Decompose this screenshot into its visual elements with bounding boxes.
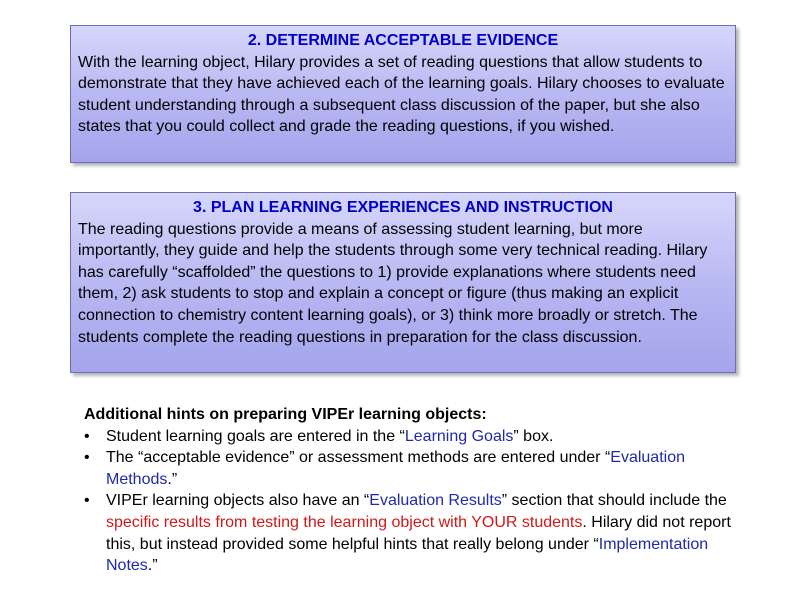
hint-item-evaluation-results [84, 490, 744, 576]
acceptable-evidence-title: 2. DETERMINE ACCEPTABLE EVIDENCE [247, 32, 559, 49]
additional-hints [84, 404, 744, 577]
hint-text: The “acceptable evidence” or assessment methods are entered under “ [106, 449, 611, 467]
hint-text: .” [167, 470, 178, 488]
hint-text: Student learning goals are entered in the “ [106, 427, 405, 445]
evaluation-results-term: Evaluation Results [369, 492, 502, 510]
hint-text: ” section that should include the [501, 492, 727, 510]
bullet-icon: • [84, 492, 90, 510]
bullet-icon: • [84, 449, 90, 467]
hint-text: VIPEr learning objects also have an “ [106, 492, 370, 510]
acceptable-evidence-text: With the learning object, Hilary provides a set of reading questions that allow students to demonstrate that they have achieved each of the learning goals. Hilary chooses to evaluate student understanding through a subsequent class discussion of the paper, but she also states that you could collect and grade the reading questions, if you wished. [78, 53, 725, 136]
hint-item-evaluation-methods [84, 447, 744, 490]
learning-goals-term: Learning Goals [404, 427, 514, 445]
hint-text: .” [147, 557, 158, 575]
bullet-icon: • [84, 427, 90, 445]
learning-experiences-box [70, 192, 736, 373]
learning-experiences-title: 3. PLAN LEARNING EXPERIENCES AND INSTRUCTION [193, 199, 613, 216]
evaluation-methods-term: Evaluation Methods [106, 449, 685, 488]
acceptable-evidence-box [70, 25, 736, 163]
hint-text: . Hilary did not report this, but instead provided some helpful hints that really belong under “ [106, 513, 731, 553]
specific-results-emphasis: specific results from testing the learning object with YOUR students [106, 513, 583, 531]
hint-text: ” box. [513, 427, 554, 445]
learning-experiences-text: The reading questions provide a means of assessing student learning, but more importantly, they guide and help the students through some very technical reading. Hilary has carefully “scaffolded” the questions to 1) provide explanations where students need them, 2) ask students to stop and explain a concept or figure (thus making an explicit connection to chemistry content learning goals), or 3) think more broadly or stretch. The students complete the reading questions in preparation for the class discussion. [78, 220, 708, 346]
hints-heading: Additional hints on preparing VIPEr learning objects: [84, 406, 487, 423]
hint-item-learning-goals [84, 426, 744, 448]
hints-list [84, 426, 744, 577]
implementation-notes-term: Implementation Notes [106, 535, 709, 575]
